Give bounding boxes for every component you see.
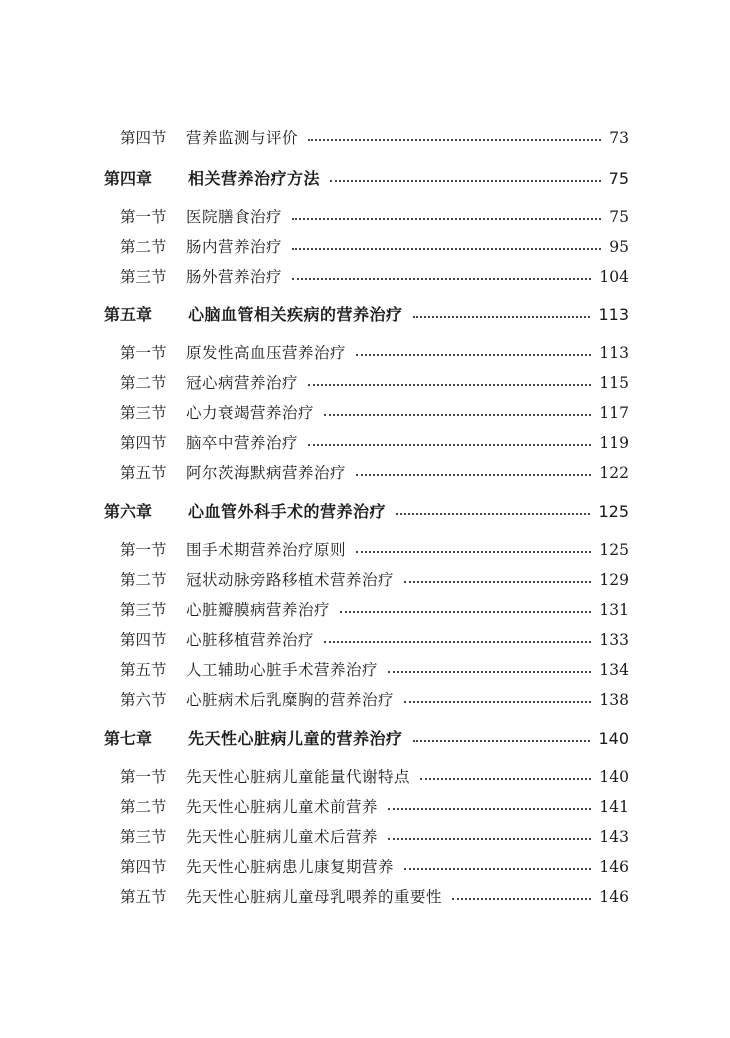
dot-leader xyxy=(356,474,591,476)
entry-label: 第一节 xyxy=(120,541,167,559)
entry-label: 第五节 xyxy=(120,464,167,482)
entry-page-number: 146 xyxy=(599,858,629,876)
entry-label: 第四节 xyxy=(120,434,167,452)
entry-title: 先天性心脏病儿童术后营养 xyxy=(186,828,379,846)
dot-leader xyxy=(413,316,591,318)
entry-title: 先天性心脏病儿童母乳喂养的重要性 xyxy=(186,888,443,906)
entry-title: 脑卒中营养治疗 xyxy=(186,434,299,452)
toc-entry-section[interactable] xyxy=(120,795,629,817)
entry-title: 肠内营养治疗 xyxy=(186,238,283,256)
entry-page-number: 113 xyxy=(599,344,629,362)
toc-entry-section[interactable] xyxy=(120,658,629,680)
entry-label: 第三节 xyxy=(120,828,167,846)
entry-title: 相关营养治疗方法 xyxy=(188,169,321,188)
dot-leader xyxy=(292,218,601,220)
entry-label: 第五节 xyxy=(120,661,167,679)
dot-leader xyxy=(292,278,591,280)
dot-leader xyxy=(452,898,591,900)
entry-page-number: 113 xyxy=(598,305,629,324)
toc-entry-section[interactable] xyxy=(120,538,629,560)
entry-page-number: 73 xyxy=(609,129,629,147)
toc-entry-section[interactable] xyxy=(120,341,629,363)
toc-entry-section[interactable] xyxy=(120,568,629,590)
entry-label: 第一节 xyxy=(120,768,167,786)
entry-page-number: 131 xyxy=(599,601,629,619)
entry-label: 第五节 xyxy=(120,888,167,906)
dot-leader xyxy=(308,384,591,386)
entry-title: 心脏病术后乳糜胸的营养治疗 xyxy=(186,691,395,709)
dot-leader xyxy=(356,354,591,356)
toc-entry-section[interactable] xyxy=(120,371,629,393)
entry-label: 第四节 xyxy=(120,858,167,876)
dot-leader xyxy=(308,444,591,446)
entry-label: 第六节 xyxy=(120,691,167,709)
entry-title: 先天性心脏病儿童能量代谢特点 xyxy=(186,768,411,786)
dot-leader xyxy=(324,641,591,643)
entry-title: 原发性高血压营养治疗 xyxy=(186,344,347,362)
toc-entry-section[interactable] xyxy=(120,205,629,227)
entry-page-number: 75 xyxy=(609,208,629,226)
dot-leader xyxy=(340,611,591,613)
entry-title: 医院膳食治疗 xyxy=(186,208,283,226)
entry-label: 第二节 xyxy=(120,571,167,589)
entry-title: 冠状动脉旁路移植术营养治疗 xyxy=(186,571,395,589)
entry-title: 心力衰竭营养治疗 xyxy=(186,404,315,422)
entry-label: 第一节 xyxy=(120,344,167,362)
toc-entry-chapter[interactable] xyxy=(104,726,629,749)
toc-entry-section[interactable] xyxy=(120,628,629,650)
entry-title: 心脏瓣膜病营养治疗 xyxy=(186,601,331,619)
entry-page-number: 138 xyxy=(599,691,629,709)
entry-label: 第三节 xyxy=(120,601,167,619)
dot-leader xyxy=(413,740,591,742)
entry-title: 心脑血管相关疾病的营养治疗 xyxy=(188,305,403,324)
dot-leader xyxy=(388,808,591,810)
dot-leader xyxy=(404,701,591,703)
entry-label: 第二节 xyxy=(120,374,167,392)
entry-label: 第五章 xyxy=(104,305,153,324)
toc-entry-section[interactable] xyxy=(120,885,629,907)
toc-entry-section[interactable] xyxy=(120,265,629,287)
toc-entry-section[interactable] xyxy=(120,825,629,847)
entry-page-number: 141 xyxy=(599,798,629,816)
entry-label: 第二节 xyxy=(120,238,167,256)
entry-page-number: 140 xyxy=(599,768,629,786)
dot-leader xyxy=(404,581,591,583)
entry-title: 营养监测与评价 xyxy=(186,129,299,147)
dot-leader xyxy=(420,778,591,780)
dot-leader xyxy=(330,180,601,182)
toc-entry-section[interactable] xyxy=(120,765,629,787)
toc-entry-chapter[interactable] xyxy=(104,302,629,325)
entry-page-number: 115 xyxy=(599,374,629,392)
entry-label: 第六章 xyxy=(104,502,153,521)
entry-label: 第四章 xyxy=(104,169,153,188)
entry-title: 冠心病营养治疗 xyxy=(186,374,299,392)
entry-label: 第一节 xyxy=(120,208,167,226)
entry-title: 心脏移植营养治疗 xyxy=(186,631,315,649)
toc-entry-section[interactable] xyxy=(120,461,629,483)
dot-leader xyxy=(404,868,591,870)
toc-entry-chapter[interactable] xyxy=(104,499,629,522)
toc-entry-section[interactable] xyxy=(120,431,629,453)
toc-entry-section[interactable] xyxy=(120,598,629,620)
entry-label: 第四节 xyxy=(120,129,167,147)
entry-title: 先天性心脏病儿童的营养治疗 xyxy=(188,729,403,748)
entry-title: 先天性心脏病患儿康复期营养 xyxy=(186,858,395,876)
entry-title: 先天性心脏病儿童术前营养 xyxy=(186,798,379,816)
dot-leader xyxy=(308,139,601,141)
entry-page-number: 129 xyxy=(599,571,629,589)
entry-label: 第三节 xyxy=(120,268,167,286)
entry-label: 第三节 xyxy=(120,404,167,422)
dot-leader xyxy=(324,414,591,416)
entry-label: 第七章 xyxy=(104,729,153,748)
dot-leader xyxy=(292,248,601,250)
entry-page-number: 117 xyxy=(599,404,629,422)
dot-leader xyxy=(356,551,591,553)
entry-label: 第二节 xyxy=(120,798,167,816)
toc-entry-section[interactable] xyxy=(120,126,629,148)
entry-page-number: 133 xyxy=(599,631,629,649)
entry-title: 心血管外科手术的营养治疗 xyxy=(188,502,387,521)
toc-entry-section[interactable] xyxy=(120,688,629,710)
entry-label: 第四节 xyxy=(120,631,167,649)
entry-title: 阿尔茨海默病营养治疗 xyxy=(186,464,347,482)
dot-leader xyxy=(396,513,590,515)
entry-page-number: 134 xyxy=(599,661,629,679)
entry-page-number: 143 xyxy=(599,828,629,846)
entry-page-number: 122 xyxy=(599,464,629,482)
entry-title: 肠外营养治疗 xyxy=(186,268,283,286)
toc-entry-section[interactable] xyxy=(120,235,629,257)
entry-page-number: 125 xyxy=(599,541,629,559)
toc-entry-chapter[interactable] xyxy=(104,166,629,189)
toc-entry-section[interactable] xyxy=(120,855,629,877)
entry-title: 人工辅助心脏手术营养治疗 xyxy=(186,661,379,679)
dot-leader xyxy=(388,671,591,673)
entry-page-number: 146 xyxy=(599,888,629,906)
entry-page-number: 75 xyxy=(608,169,629,188)
dot-leader xyxy=(388,838,591,840)
entry-page-number: 125 xyxy=(598,502,629,521)
entry-page-number: 119 xyxy=(599,434,629,452)
entry-page-number: 95 xyxy=(609,238,629,256)
toc-entry-section[interactable] xyxy=(120,401,629,423)
entry-title: 围手术期营养治疗原则 xyxy=(186,541,347,559)
entry-page-number: 104 xyxy=(599,268,629,286)
entry-page-number: 140 xyxy=(598,729,629,748)
